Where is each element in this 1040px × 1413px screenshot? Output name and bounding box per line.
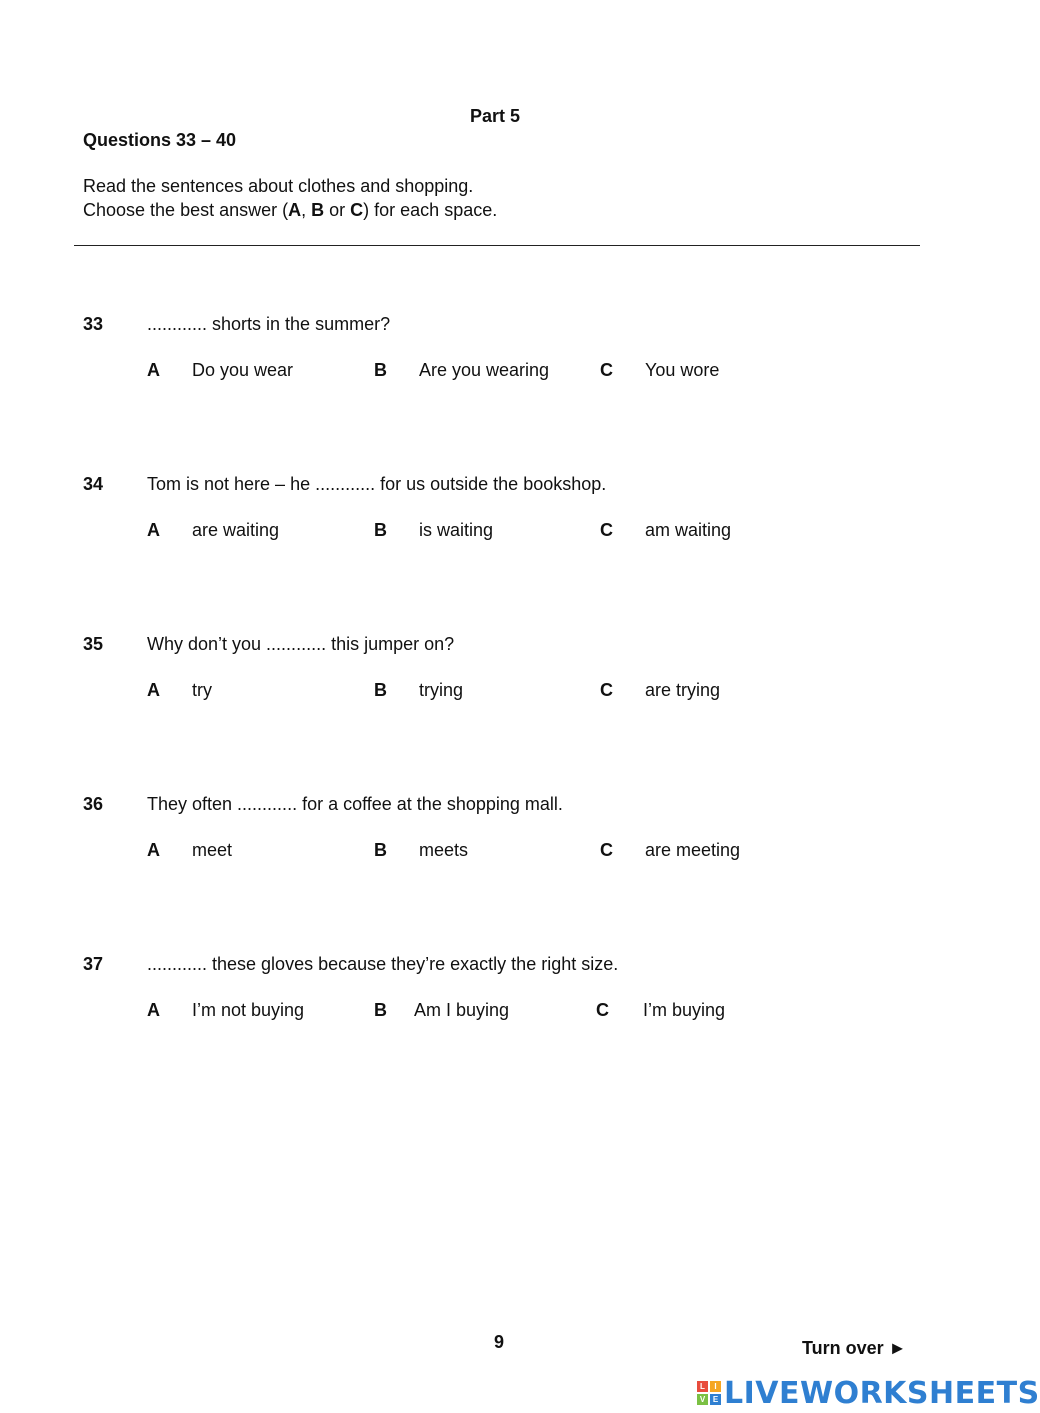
question-number: 33	[83, 314, 104, 334]
question-text: ............ these gloves because they’re exactly the right size.	[147, 954, 619, 974]
instruction-line-1: Read the sentences about clothes and shopping.	[83, 176, 474, 196]
option-a-text[interactable]: try	[192, 680, 212, 700]
option-a-letter[interactable]: A	[147, 360, 160, 380]
option-a-text[interactable]: are waiting	[192, 520, 280, 540]
option-a-letter[interactable]: A	[147, 1000, 160, 1020]
option-b-text[interactable]: meets	[419, 840, 469, 860]
option-c-letter[interactable]: C	[596, 1000, 609, 1020]
option-b-letter[interactable]: B	[374, 520, 387, 540]
option-a-text[interactable]: meet	[192, 840, 233, 860]
option-b-text[interactable]: is waiting	[419, 520, 494, 540]
liveworksheets-logo	[697, 1376, 1040, 1410]
turn-over-label: Turn over ►	[802, 1338, 907, 1358]
question-33	[0, 314, 1000, 414]
option-c-text[interactable]: are meeting	[645, 840, 741, 860]
option-a-letter[interactable]: A	[147, 680, 160, 700]
option-c-letter[interactable]: C	[600, 680, 613, 700]
option-c-letter[interactable]: C	[600, 520, 613, 540]
option-b-letter[interactable]: B	[374, 1000, 387, 1020]
question-number: 34	[83, 474, 104, 494]
question-text: ............ shorts in the summer?	[147, 314, 391, 334]
option-a-text[interactable]: I’m not buying	[192, 1000, 305, 1020]
option-b-text[interactable]: trying	[419, 680, 464, 700]
option-c-text[interactable]: I’m buying	[643, 1000, 726, 1020]
option-b-text[interactable]: Are you wearing	[419, 360, 550, 380]
brand-text: LIVEWORKSHEETS	[724, 1375, 1040, 1411]
option-c-text[interactable]: You wore	[645, 360, 720, 380]
option-c-letter[interactable]: C	[600, 840, 613, 860]
question-text: Tom is not here – he ............ for us outside the bookshop.	[147, 474, 607, 494]
option-b-letter[interactable]: B	[374, 840, 387, 860]
question-text: Why don’t you ............ this jumper on?	[147, 634, 455, 654]
question-34	[0, 474, 1000, 574]
option-c-text[interactable]: am waiting	[645, 520, 732, 540]
option-a-letter[interactable]: A	[147, 840, 160, 860]
instruction-line-2: Choose the best answer (A, B or C) for each space.	[83, 200, 498, 220]
question-number: 35	[83, 634, 104, 654]
question-37	[0, 954, 1000, 1054]
logo-blocks-icon: L I V E	[697, 1381, 721, 1405]
option-a-text[interactable]: Do you wear	[192, 360, 294, 380]
question-text: They often ............ for a coffee at the shopping mall.	[147, 794, 563, 814]
questions-range: Questions 33 – 40	[83, 130, 237, 150]
option-b-letter[interactable]: B	[374, 680, 387, 700]
option-b-letter[interactable]: B	[374, 360, 387, 380]
divider	[74, 245, 920, 246]
option-c-letter[interactable]: C	[600, 360, 613, 380]
part-title: Part 5	[469, 106, 521, 126]
option-a-letter[interactable]: A	[147, 520, 160, 540]
question-number: 37	[83, 954, 104, 974]
option-b-text[interactable]: Am I buying	[414, 1000, 510, 1020]
page-number: 9	[493, 1332, 504, 1352]
question-35	[0, 634, 1000, 734]
question-number: 36	[83, 794, 104, 814]
question-36	[0, 794, 1000, 894]
option-c-text[interactable]: are trying	[645, 680, 721, 700]
